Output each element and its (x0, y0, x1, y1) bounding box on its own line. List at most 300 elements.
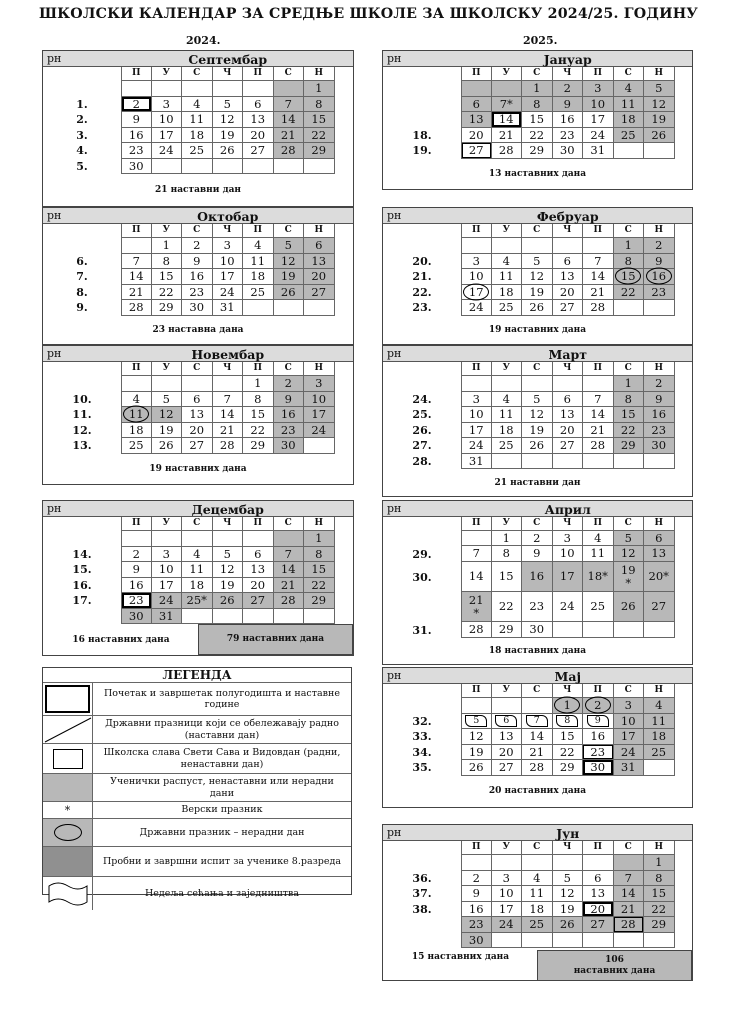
month-name: Октобар (197, 209, 259, 224)
legend-asterisk-icon: * (43, 802, 93, 818)
day-cell (522, 238, 553, 254)
day-cell: 22 (492, 592, 523, 622)
day-header: Н (644, 224, 675, 238)
day-cell: 26 (152, 438, 183, 454)
year-total: 106 наставних дана (537, 950, 692, 981)
day-cell: 16 (522, 562, 553, 592)
day-cell: 27 (492, 760, 523, 776)
day-cell: 23 (522, 592, 553, 622)
day-cell: 24 (583, 128, 614, 144)
day-header: С (614, 362, 645, 376)
day-cell (304, 438, 335, 454)
month-footer: 21 наставни дан (494, 477, 581, 488)
day-cell: 8 (492, 546, 523, 562)
month-header (43, 501, 353, 517)
month-новембар (42, 345, 354, 485)
week-number (383, 112, 461, 128)
day-cell: 2 (644, 376, 675, 392)
week-number: 4. (76, 144, 88, 158)
day-cell: 8 (522, 97, 553, 113)
week-number: 29. (412, 547, 432, 561)
day-cell: 9 (553, 97, 584, 113)
day-cell (182, 159, 213, 175)
day-cell: 13 (304, 254, 335, 270)
day-cell: 23 (121, 143, 152, 159)
day-header: Ч (213, 517, 244, 531)
day-cell: 25 (121, 438, 152, 454)
day-cell: 28 (614, 917, 645, 933)
day-cell: 6 (553, 392, 584, 408)
day-cell: 18 (492, 285, 523, 301)
day-cell: 15 (304, 112, 335, 128)
day-cell: 24 (461, 300, 492, 316)
day-cell: 19 (152, 423, 183, 439)
day-cell: 8 (614, 254, 645, 270)
day-cell: 19 (522, 285, 553, 301)
day-cell: 29 (614, 438, 645, 454)
week-number: 15. (72, 563, 92, 577)
day-cell: 4 (243, 238, 274, 254)
day-cell: 29 (644, 917, 675, 933)
day-cell: 12 (553, 886, 584, 902)
day-cell: 15 (644, 886, 675, 902)
month-name: Април (544, 502, 591, 517)
day-cell: 28 (274, 143, 305, 159)
day-cell (583, 238, 614, 254)
day-cell (461, 238, 492, 254)
day-cell (522, 698, 553, 714)
day-cell: 30 (553, 143, 584, 159)
day-cell: 12 (152, 407, 183, 423)
day-cell: 23 (583, 745, 614, 761)
day-header: Ч (553, 684, 584, 698)
day-header: У (492, 67, 523, 81)
week-number: 31. (412, 623, 432, 637)
day-cell: 4 (614, 81, 645, 97)
week-number: 5. (76, 159, 88, 173)
week-number: 6. (76, 254, 88, 268)
day-cell (213, 376, 244, 392)
day-cell: 15 (522, 112, 553, 128)
day-cell: 11 (614, 97, 645, 113)
day-cell (644, 454, 675, 470)
day-cell: 22 (614, 285, 645, 301)
day-cell: 22 (152, 285, 183, 301)
legend (42, 667, 352, 899)
day-cell (182, 609, 213, 625)
day-cell (243, 300, 274, 316)
day-header: У (152, 224, 183, 238)
day-cell: 7* (492, 97, 523, 113)
week-number (383, 917, 461, 933)
day-cell: 4 (492, 392, 523, 408)
month-header (383, 501, 692, 517)
day-cell: 21 (121, 285, 152, 301)
day-cell: 17 (152, 128, 183, 144)
day-cell: 9 (121, 562, 152, 578)
day-header: С (274, 517, 305, 531)
legend-text: Почетак и завршетак полугодишта и наставне године (104, 687, 340, 710)
day-cell (274, 159, 305, 175)
day-cell: 14 (583, 269, 614, 285)
day-cell: 2 (274, 376, 305, 392)
day-cell: 5 (461, 714, 492, 730)
day-header: П (583, 841, 614, 855)
day-cell: 11 (121, 407, 152, 423)
week-number: 8. (76, 285, 88, 299)
day-cell: 5 (522, 254, 553, 270)
day-cell: 21 (274, 128, 305, 144)
day-cell: 8 (304, 547, 335, 563)
day-cell: 14 (522, 729, 553, 745)
week-number: 35. (412, 761, 432, 775)
day-cell: 15 (304, 562, 335, 578)
week-number: 9. (76, 301, 88, 315)
day-cell (522, 376, 553, 392)
day-header: П (461, 841, 492, 855)
day-cell (614, 454, 645, 470)
rn-label: рн (47, 502, 62, 515)
day-cell: 10 (553, 546, 584, 562)
day-header: С (522, 67, 553, 81)
week-number: 14. (72, 547, 92, 561)
day-cell: 9 (522, 546, 553, 562)
day-cell: 27 (304, 285, 335, 301)
day-cell: 31 (583, 143, 614, 159)
day-cell: 13 (583, 886, 614, 902)
day-cell: 9 (644, 254, 675, 270)
day-cell: 29 (522, 143, 553, 159)
month-footer: 19 наставних дана (488, 324, 587, 335)
day-cell: 17 (461, 423, 492, 439)
day-cell (522, 855, 553, 871)
day-cell: 5 (213, 547, 244, 563)
day-cell: 26 (553, 917, 584, 933)
day-cell: 6 (583, 871, 614, 887)
day-cell: 5 (614, 531, 645, 546)
month-footer: 23 наставна дана (152, 324, 244, 335)
day-cell: 7 (213, 392, 244, 408)
month-footer: 19 наставних дана (149, 463, 247, 474)
day-cell: 28 (213, 438, 244, 454)
week-number: 21. (412, 270, 432, 284)
day-header: С (522, 517, 553, 531)
day-cell: 1 (304, 81, 335, 97)
day-cell: 3 (152, 97, 183, 113)
day-cell: 16 (182, 269, 213, 285)
day-header: Н (644, 517, 675, 531)
day-cell: 14 (583, 407, 614, 423)
day-cell: 16 (121, 128, 152, 144)
week-number: 19. (412, 144, 432, 158)
day-cell: 18 (644, 729, 675, 745)
legend-row (43, 774, 351, 802)
week-number: 2. (76, 113, 88, 127)
day-cell: 9 (461, 886, 492, 902)
legend-text: Ученички распуст, ненаставни или нерадни дани (110, 776, 334, 799)
day-cell: 27 (243, 593, 274, 609)
day-cell: 18 (182, 128, 213, 144)
day-cell: 24 (492, 917, 523, 933)
week-number (43, 609, 121, 625)
month-април (382, 500, 693, 665)
day-cell (553, 933, 584, 949)
day-header: Н (644, 684, 675, 698)
day-cell: 4 (121, 392, 152, 408)
week-number: 1. (76, 97, 88, 111)
day-cell: 24 (213, 285, 244, 301)
day-header: С (522, 362, 553, 376)
day-cell: 8 (644, 871, 675, 887)
day-header: У (492, 224, 523, 238)
day-cell (614, 143, 645, 159)
day-cell (492, 698, 523, 714)
day-cell: 2 (121, 97, 152, 113)
day-cell: 6 (243, 97, 274, 113)
day-cell: 27 (553, 438, 584, 454)
day-header: С (614, 67, 645, 81)
day-cell: 17 (583, 112, 614, 128)
day-cell (461, 376, 492, 392)
day-cell: 12 (461, 729, 492, 745)
day-cell (182, 531, 213, 547)
rn-label: рн (387, 347, 402, 360)
day-cell: 17 (213, 269, 244, 285)
day-cell: 2 (182, 238, 213, 254)
day-cell: 25 (644, 745, 675, 761)
day-cell: 27 (644, 592, 675, 622)
week-number: 3. (76, 128, 88, 142)
day-cell: 28 (522, 760, 553, 776)
day-cell: 9 (121, 112, 152, 128)
day-header: Н (304, 67, 335, 81)
month-header (383, 668, 692, 684)
legend-thin-box-icon (43, 744, 93, 773)
month-header (383, 825, 692, 841)
day-cell (492, 238, 523, 254)
day-cell: 25 (583, 592, 614, 622)
legend-row (43, 819, 351, 847)
day-cell: 15 (553, 729, 584, 745)
day-cell: 27 (553, 300, 584, 316)
week-number: 24. (412, 392, 432, 406)
day-cell: 1 (152, 238, 183, 254)
month-header (383, 208, 692, 224)
day-cell: 8 (304, 97, 335, 113)
day-cell: 28 (274, 593, 305, 609)
day-cell: 21 * (461, 592, 492, 622)
day-cell (152, 531, 183, 547)
day-cell: 16 (553, 112, 584, 128)
day-header: У (492, 841, 523, 855)
day-cell: 11 (583, 546, 614, 562)
month-јануар (382, 50, 693, 190)
month-фебруар (382, 207, 693, 345)
day-cell: 3 (152, 547, 183, 563)
month-name: Март (548, 347, 587, 362)
day-cell: 21 (522, 745, 553, 761)
day-cell (553, 454, 584, 470)
day-cell: 19 (213, 578, 244, 594)
day-cell: 20 (583, 902, 614, 918)
year-right: 2025. (523, 34, 558, 47)
day-cell (553, 376, 584, 392)
day-cell: 19 (644, 112, 675, 128)
week-number (383, 855, 461, 871)
day-cell: 1 (644, 855, 675, 871)
day-cell: 30 (182, 300, 213, 316)
day-cell: 7 (461, 546, 492, 562)
day-header: П (243, 362, 274, 376)
day-cell (213, 159, 244, 175)
day-cell: 18 (121, 423, 152, 439)
day-cell: 13 (182, 407, 213, 423)
week-number (383, 81, 461, 97)
day-cell: 12 (213, 112, 244, 128)
week-number (383, 933, 461, 949)
day-cell: 17 (152, 578, 183, 594)
day-cell: 16 (644, 269, 675, 285)
day-cell: 23 (121, 593, 152, 609)
day-cell: 2 (644, 238, 675, 254)
day-cell: 11 (182, 562, 213, 578)
day-cell: 23 (644, 285, 675, 301)
day-cell: 28 (583, 438, 614, 454)
month-footer: 20 наставних дана (488, 786, 587, 797)
week-number (383, 531, 461, 546)
day-cell (614, 933, 645, 949)
legend-row (43, 802, 351, 819)
day-header: П (583, 224, 614, 238)
legend-text: Недеља сећања и заједништва (144, 887, 300, 899)
day-cell: 3 (213, 238, 244, 254)
day-cell: 1 (304, 531, 335, 547)
day-header: С (182, 224, 213, 238)
day-header: У (492, 517, 523, 531)
week-number (43, 376, 121, 392)
week-number: 34. (412, 745, 432, 759)
rn-label: рн (387, 669, 402, 682)
day-cell: 1 (614, 238, 645, 254)
day-cell (243, 531, 274, 547)
legend-flag-icon (43, 877, 93, 910)
day-cell: 28 (492, 143, 523, 159)
day-cell: 17 (492, 902, 523, 918)
day-cell: 18 (182, 578, 213, 594)
day-cell: 12 (522, 407, 553, 423)
day-cell: 24 (461, 438, 492, 454)
day-cell (492, 454, 523, 470)
week-number (383, 592, 461, 622)
day-cell: 7 (614, 871, 645, 887)
day-cell: 5 (553, 871, 584, 887)
day-cell: 6 (553, 254, 584, 270)
day-cell: 7 (121, 254, 152, 270)
day-cell: 7 (583, 392, 614, 408)
day-header: Ч (553, 841, 584, 855)
rn-label: рн (387, 826, 402, 839)
day-cell: 19 * (614, 562, 645, 592)
day-cell (614, 855, 645, 871)
day-cell (492, 933, 523, 949)
day-cell (614, 300, 645, 316)
day-cell: 26 (461, 760, 492, 776)
day-cell: 4 (644, 698, 675, 714)
week-number (43, 238, 121, 254)
week-number: 10. (72, 392, 92, 406)
week-number (383, 376, 461, 392)
day-header: П (583, 67, 614, 81)
legend-ellipse-icon (43, 819, 93, 846)
legend-bold-box-icon (43, 683, 93, 715)
day-cell: 26 (274, 285, 305, 301)
month-header (43, 51, 353, 67)
month-name: Фебруар (536, 209, 599, 224)
day-cell (274, 300, 305, 316)
day-cell: 20 (182, 423, 213, 439)
day-cell: 8 (243, 392, 274, 408)
day-cell: 10 (492, 886, 523, 902)
day-cell: 25 (492, 300, 523, 316)
week-number: 20. (412, 254, 432, 268)
day-cell (243, 159, 274, 175)
day-cell (553, 622, 584, 638)
legend-gray-icon (43, 774, 93, 801)
week-number (383, 698, 461, 714)
day-cell: 21 (274, 578, 305, 594)
day-header: Ч (553, 362, 584, 376)
day-cell (583, 622, 614, 638)
day-cell: 15 (614, 407, 645, 423)
day-cell: 3 (583, 81, 614, 97)
day-header: У (492, 362, 523, 376)
day-cell: 28 (583, 300, 614, 316)
day-cell (213, 609, 244, 625)
day-cell: 3 (492, 871, 523, 887)
day-cell: 14 (492, 112, 523, 128)
month-footer: 21 наставни дан (154, 185, 242, 195)
day-cell: 28 (121, 300, 152, 316)
month-септембар (42, 50, 354, 207)
day-cell: 6 (182, 392, 213, 408)
day-header: Н (304, 517, 335, 531)
day-cell (522, 933, 553, 949)
day-header: П (243, 67, 274, 81)
day-cell (583, 933, 614, 949)
year-left: 2024. (186, 34, 221, 47)
week-number: 30. (412, 570, 432, 584)
day-header: С (274, 67, 305, 81)
day-cell: 25 (492, 438, 523, 454)
day-header: С (274, 224, 305, 238)
day-cell: 19 (553, 902, 584, 918)
day-cell: 25 (182, 143, 213, 159)
day-header: С (522, 224, 553, 238)
week-number: 25. (412, 408, 432, 422)
day-cell: 9 (182, 254, 213, 270)
day-cell: 31 (614, 760, 645, 776)
day-cell: 5 (213, 97, 244, 113)
day-cell: 6 (461, 97, 492, 113)
day-cell: 13 (243, 562, 274, 578)
week-number (43, 531, 121, 547)
day-cell: 16 (461, 902, 492, 918)
day-header: Ч (553, 517, 584, 531)
day-cell: 6 (243, 547, 274, 563)
day-header: Н (644, 362, 675, 376)
day-cell (213, 531, 244, 547)
day-cell: 19 (213, 128, 244, 144)
